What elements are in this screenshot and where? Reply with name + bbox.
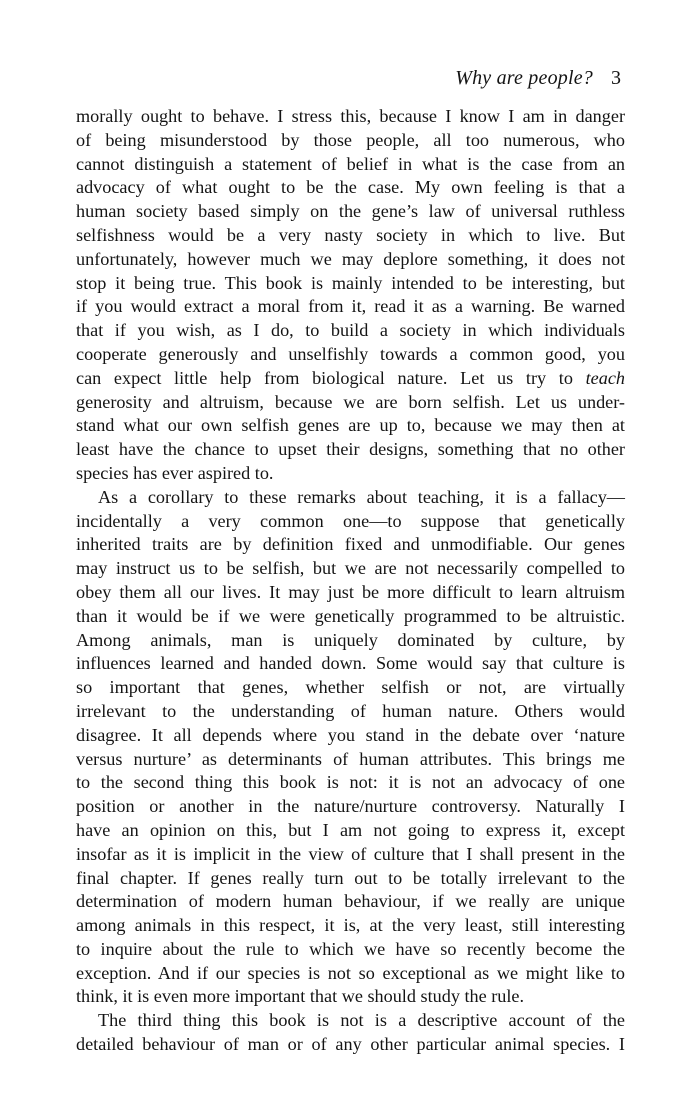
text-line: obey them all our lives. It may just be more difficult to learn altruism [76,581,625,602]
text-line: Among animals, man is uniquely dominated by culture, by [76,629,625,650]
text-line: influences learned and handed down. Some would say that culture is [76,653,625,674]
paragraph-end-line: species has ever aspired to. [76,462,274,483]
text-line: versus nurture’ as determinants of human attributes. This brings me [76,748,625,769]
text-line: among animals in this respect, it is, at the very least, still interesting [76,915,625,936]
text-line: incidentally a very common one—to suppose that genetically [76,510,625,531]
paragraph-end-line: think, it is even more important that we should study the rule. [76,986,525,1007]
text-line: if you would extract a moral from it, read it as a warning. Be warned [76,296,625,317]
text-line: to inquire about the rule to which we have so recently become the [76,938,625,959]
text-line: than it would be if we were genetically programmed to be altruistic. [76,605,625,626]
running-title: Why are people? [455,67,593,89]
text-line: to the second thing this book is not: it is not an advocacy of one [76,772,625,793]
text-line: irrelevant to the understanding of human nature. Others would [76,700,625,721]
text-line: final chapter. If genes really turn out to be totally irrelevant to the [76,867,625,888]
text-line: have an opinion on this, but I am not going to express it, except [76,819,625,840]
text-line: may instruct us to be selfish, but we are not necessarily compelled to [76,558,625,579]
body-text [76,105,625,1057]
text-line: unfortunately, however much we may deplore something, it does not [76,248,625,269]
emphasized-word: teach [585,367,625,388]
text-line: least have the chance to upset their designs, something that no other [76,439,625,460]
text-line-with-emphasis [76,367,625,391]
text-line: position or another in the nature/nurture controversy. Naturally I [76,796,625,817]
paragraph-start-line: As a corollary to these remarks about teaching, it is a fallacy— [98,486,625,507]
text-line: determination of modern human behaviour, if we really are unique [76,891,625,912]
text-line: insofar as it is implicit in the view of culture that I shall present in the [76,843,625,864]
text-line: exception. And if our species is not so exceptional as we might like to [76,962,625,983]
text-line: selfishness would be a very nasty society in which to live. But [76,224,625,245]
text-segment: can expect little help from biological nature. Let us try to [76,367,586,388]
text-line: morally ought to behave. I stress this, because I know I am in danger [76,106,625,126]
text-line: inherited traits are by definition fixed and unmodifiable. Our genes [76,534,625,555]
paragraph-start-line: The third thing this book is not is a descriptive account of the [98,1010,625,1031]
text-line: of being misunderstood by those people, all too numerous, who [76,129,625,150]
text-line: that if you wish, as I do, to build a society in which individuals [76,320,625,341]
page-number: 3 [611,67,621,89]
text-line: stop it being true. This book is mainly intended to be interesting, but [76,272,625,293]
text-line: cooperate generously and unselfishly towards a common good, you [76,343,625,364]
text-line: disagree. It all depends where you stand in the debate over ‘nature [76,724,625,745]
running-header [455,66,621,90]
text-line: cannot distinguish a statement of belief in what is the case from an [76,153,625,174]
text-line: advocacy of what ought to be the case. My own feeling is that a [76,177,625,198]
text-line: generosity and altruism, because we are born selfish. Let us under- [76,391,625,412]
text-line: stand what our own selfish genes are up to, because we may then at [76,415,625,436]
text-line: so important that genes, whether selfish or not, are virtually [76,677,625,698]
text-line: human society based simply on the gene’s law of universal ruthless [76,201,625,222]
text-line: detailed behaviour of man or of any other particular animal species. I [76,1034,625,1055]
